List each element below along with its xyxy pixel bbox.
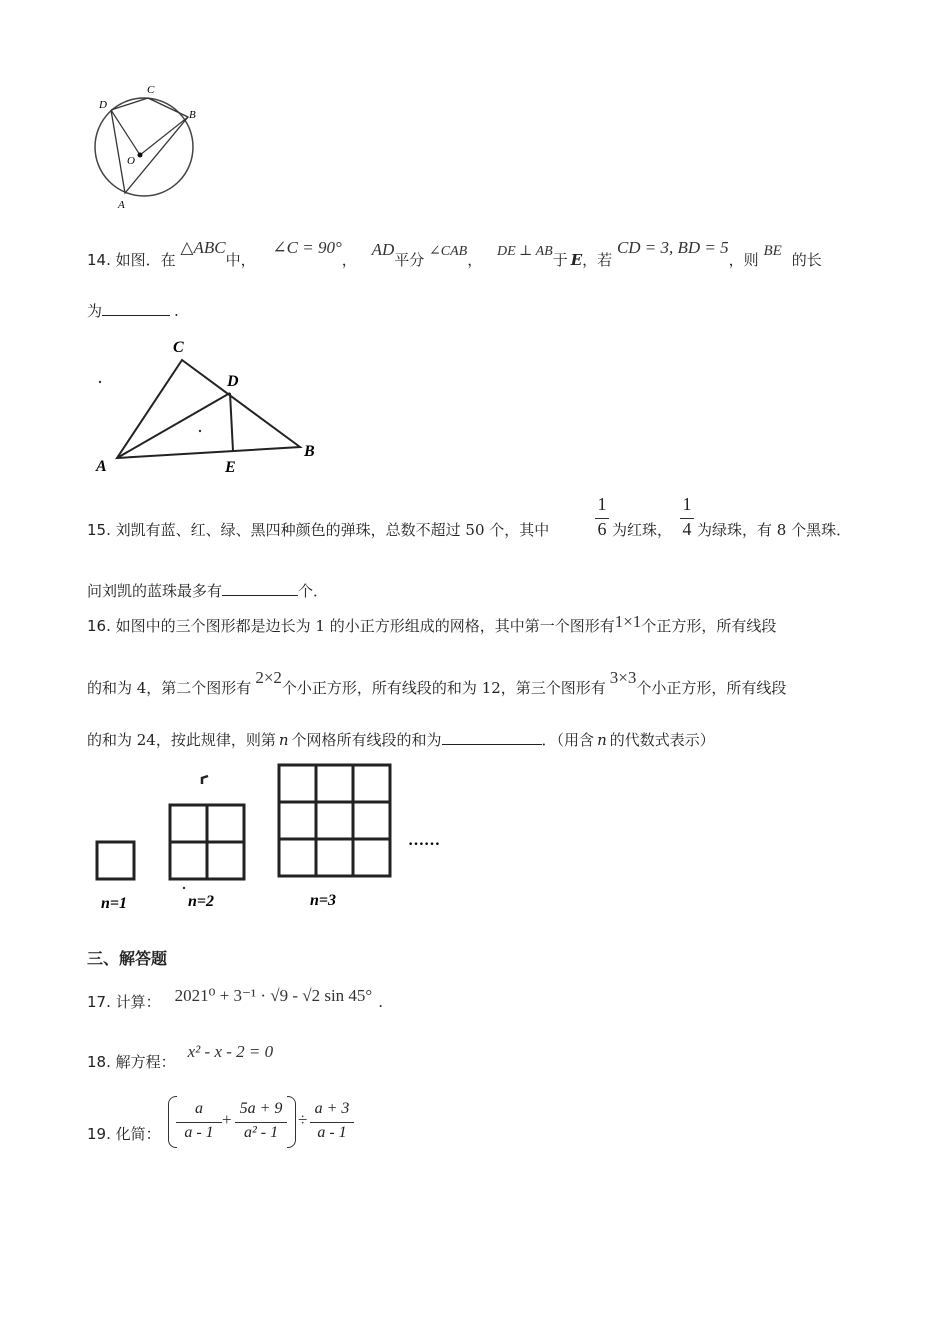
label-c: C [147, 84, 155, 96]
q16-line3: 的和为 24，按此规律，则第 n 个网格所有线段的和为 ．（用含 n 的代数式表示） [87, 731, 715, 749]
q19-number: 19 [87, 1125, 107, 1143]
q14-line1: 14. 如图．在 △ABC中， ∠C = 90°， AD平分 ∠CAB， DE ⊥ AB于 E，若 CD = 3, BD = 5，则 BE 的长 [87, 238, 822, 269]
q19-right-paren [287, 1096, 296, 1148]
label-c: C [173, 339, 184, 356]
grid-label-3: n=3 [310, 892, 337, 909]
q15-answer-blank[interactable] [222, 581, 298, 596]
label-d: D [227, 373, 239, 390]
segment-ad [117, 393, 230, 458]
dots: …… [408, 832, 440, 849]
grid-label-2: n=2 [188, 893, 215, 910]
label-e: E [225, 459, 236, 476]
q18-line: 18. 解方程：x² - x - 2 = 0 [87, 1042, 274, 1071]
q14-line2: 为 . [87, 302, 179, 320]
grid-n3 [279, 765, 390, 876]
q14-answer-blank[interactable] [102, 301, 170, 316]
label-d: D [99, 99, 107, 111]
q15-number: 15 [87, 521, 107, 539]
label-o: O [127, 155, 135, 167]
q17-expression: 2021⁰ + 3⁻¹ · √9 - √2 sin 45° [174, 986, 373, 1005]
circle-figure [85, 80, 235, 220]
q19-line: 19. 化简： [87, 1125, 161, 1143]
label-b: B [189, 109, 196, 121]
triangle-figure [90, 330, 340, 480]
label-a: A [118, 199, 125, 211]
q19-fraction-1: a a - 1 [176, 1100, 222, 1146]
q19-fraction-3: a + 3 a - 1 [310, 1100, 354, 1146]
q15-fraction-red: 1 6 [595, 494, 609, 542]
grid-figure [88, 760, 468, 920]
center-point [138, 153, 143, 158]
label-b: B [304, 443, 315, 460]
grid-n2 [170, 805, 244, 879]
q18-equation: x² - x - 2 = 0 [187, 1042, 274, 1061]
section-title: 三、解答题 [87, 949, 168, 968]
q19-fraction-2: 5a + 9 a² - 1 [235, 1100, 287, 1146]
q15-fraction-green: 1 4 [680, 494, 694, 542]
q16-line1: 16. 如图中的三个图形都是边长为 1 的小正方形组成的网格，其中第一个图形有1×1个正方形，所有线段 [87, 612, 777, 635]
q14-number: 14 [87, 251, 107, 269]
grid-n1 [97, 842, 134, 879]
grid-mark [202, 776, 208, 784]
q15-line1: 15. 刘凯有蓝、红、绿、黑四种颜色的弹珠，总数不超过 50 个，其中 [87, 521, 550, 539]
segment-de [230, 393, 233, 451]
q17-number: 17 [87, 993, 107, 1011]
q16-line2: 的和为 4，第二个图形有2×2个小正方形，所有线段的和为 12，第三个图形有3×3个小正方形，所有线段 [87, 668, 787, 697]
q16-answer-blank[interactable] [442, 730, 542, 745]
segment-ob [140, 117, 188, 155]
quadrilateral [111, 98, 188, 193]
q14-triangle: △ABC [180, 238, 226, 257]
q16-number: 16 [87, 617, 107, 635]
grid-label-1: n=1 [101, 895, 128, 912]
q17-line: 17. 计算： 2021⁰ + 3⁻¹ · √9 - √2 sin 45° . [87, 986, 384, 1011]
q15-line2: 问刘凯的蓝珠最多有 个． [87, 582, 329, 600]
q18-number: 18 [87, 1053, 107, 1071]
label-a: A [96, 458, 107, 475]
